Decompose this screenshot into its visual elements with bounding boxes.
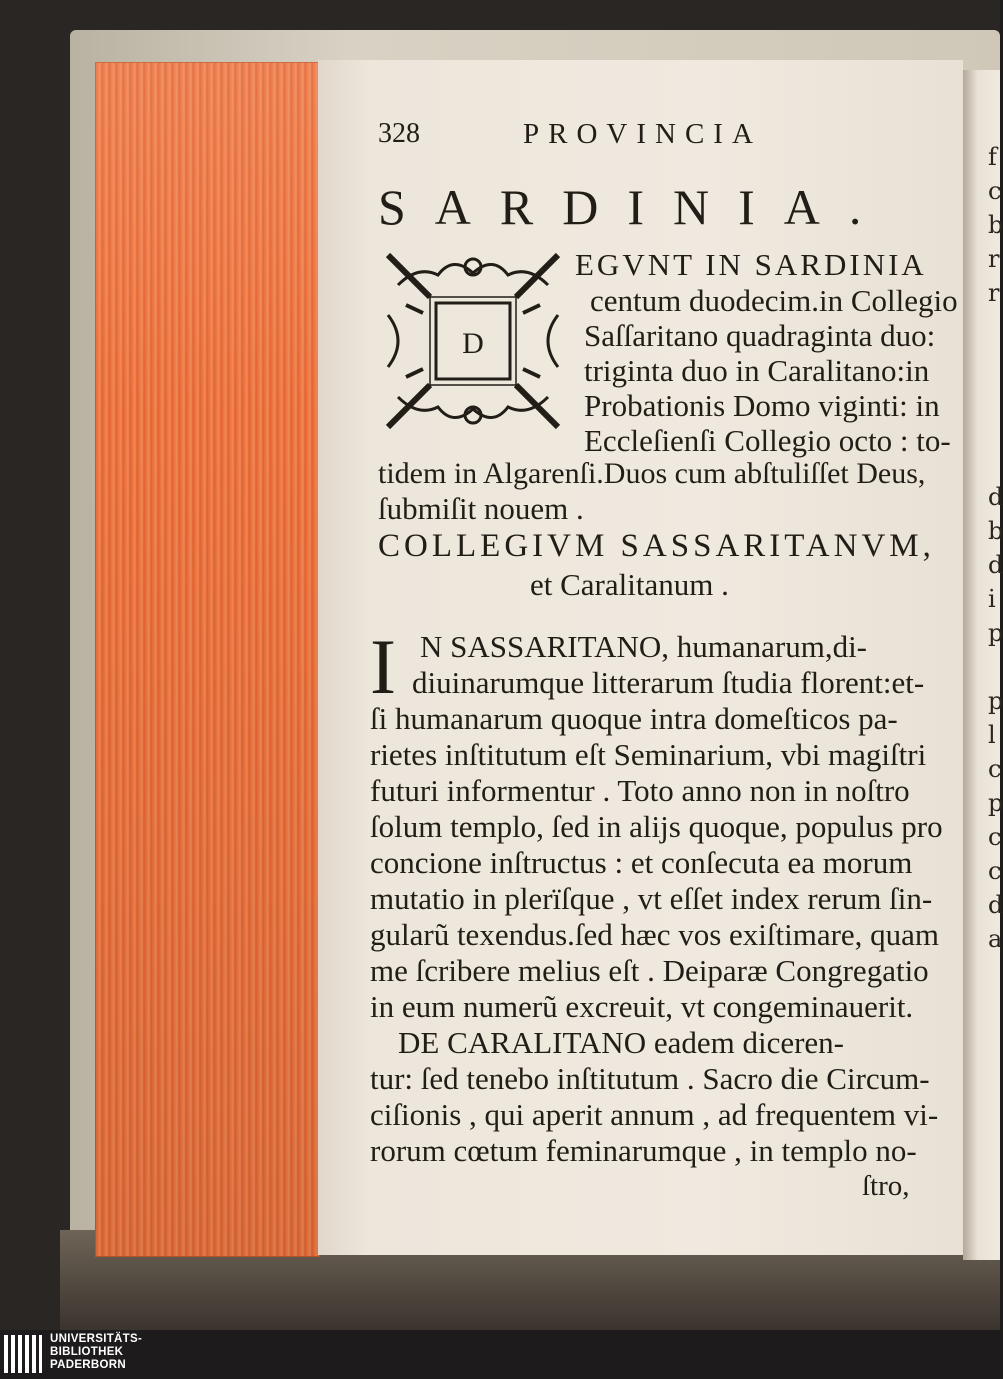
facing-page-letter: p — [988, 619, 1003, 647]
opening-line: triginta duo in Caralitano:in — [584, 353, 930, 388]
facing-page-letter: f — [988, 143, 997, 171]
body-line: ſi humanarum quoque intra domeſticos pa- — [370, 701, 898, 736]
opening-line: centum duodecim.in Collegio — [590, 283, 958, 318]
body-line: N SASSARITANO, humanarum,di- — [420, 629, 868, 664]
running-head: PROVINCIA — [523, 118, 762, 150]
library-name-line: BIBLIOTHEK — [50, 1346, 124, 1358]
facing-page-letter: r — [988, 279, 1000, 307]
facing-page-letter: d — [988, 891, 1003, 919]
body-line: rorum cœtum feminarumque , in templo no- — [370, 1133, 917, 1168]
body-line: ciſionis , qui aperit annum , ad frequentem vi- — [370, 1097, 939, 1132]
page-header — [378, 118, 938, 158]
opening-line: Saſſaritano quadraginta duo: — [584, 318, 936, 353]
facing-page-letter — [988, 446, 1002, 480]
body-line: gularũ texendus.ſed hæc vos exiſtimare, quam — [370, 917, 940, 952]
ornamental-initial — [378, 245, 568, 437]
body-line: futuri informentur . Toto anno non in noſtro — [370, 773, 910, 808]
folio-number: 328 — [378, 118, 420, 149]
facing-page-letter: d — [988, 551, 1003, 579]
section-initial: I — [370, 623, 396, 710]
body-line: tur: ſed tenebo inſtitutum . Sacro die Circum- — [370, 1061, 930, 1096]
facing-page-letters — [988, 140, 1002, 956]
facing-page-letter — [988, 412, 1002, 446]
facing-page-letter: b — [988, 211, 1003, 239]
opening-line: EGVNT IN SARDINIA — [575, 247, 927, 282]
body-line: me ſcribere melius eſt . Deiparæ Congregatio — [370, 953, 929, 988]
body-line: in eum numerũ excreuit, vt congeminauerit. — [370, 989, 914, 1024]
body-line: ſolum templo, ſed in alijs quoque, populus pro — [370, 809, 943, 844]
library-logo-icon — [4, 1335, 44, 1373]
library-name — [50, 1333, 142, 1372]
facing-page-letter: l — [988, 721, 996, 749]
facing-page-letter: c — [988, 755, 1002, 783]
body-line: DE CARALITANO eadem diceren- — [398, 1025, 845, 1060]
body-line: diuinarumque litterarum ſtudia florent:et- — [412, 665, 925, 700]
opening-line: Eccleſienſi Collegio octo : to- — [584, 423, 951, 458]
facing-page-letter — [988, 310, 1002, 344]
facing-page-letter: p — [988, 687, 1003, 715]
footer-bar — [0, 1330, 1000, 1379]
facing-page-letter: c — [988, 177, 1002, 205]
section-heading: COLLEGIVM SASSARITANVM, — [378, 528, 935, 564]
page-edges-orange — [95, 62, 320, 1257]
facing-page-letter: i — [988, 585, 996, 613]
opening-line: tidem in Algarenſi.Duos cum abſtuliſſet Deus, — [378, 457, 926, 490]
facing-page-letter: r — [988, 245, 1000, 273]
facing-page-letter: d — [988, 483, 1003, 511]
initial-letter: D — [462, 327, 484, 360]
facing-page-letter: c — [988, 857, 1002, 885]
library-name-line: UNIVERSITÄTS- — [50, 1333, 143, 1345]
facing-page-letter: p — [988, 789, 1003, 817]
region-title: SARDINIA. — [378, 179, 891, 235]
body-line: concione inſtructus : et conſecuta ea morum — [370, 845, 913, 880]
facing-page-letter — [988, 344, 1002, 378]
catchword: ſtro, — [862, 1170, 910, 1202]
body-line: rietes inſtitutum eſt Seminarium, vbi magiſtri — [370, 737, 927, 772]
facing-page-letter: c — [988, 823, 1002, 851]
section-subheading: et Caralitanum . — [530, 567, 729, 602]
library-name-line: PADERBORN — [50, 1359, 126, 1371]
facing-page-letter: a — [988, 925, 1003, 953]
opening-line: ſubmiſit nouem . — [378, 491, 584, 526]
body-line: mutatio in plerïſque , vt eſſet index rerum ſin- — [370, 881, 933, 916]
facing-page-letter — [988, 650, 1002, 684]
facing-page-letter: b — [988, 517, 1003, 545]
facing-page-letter — [988, 378, 1002, 412]
opening-line: Probationis Domo viginti: in — [584, 388, 940, 423]
